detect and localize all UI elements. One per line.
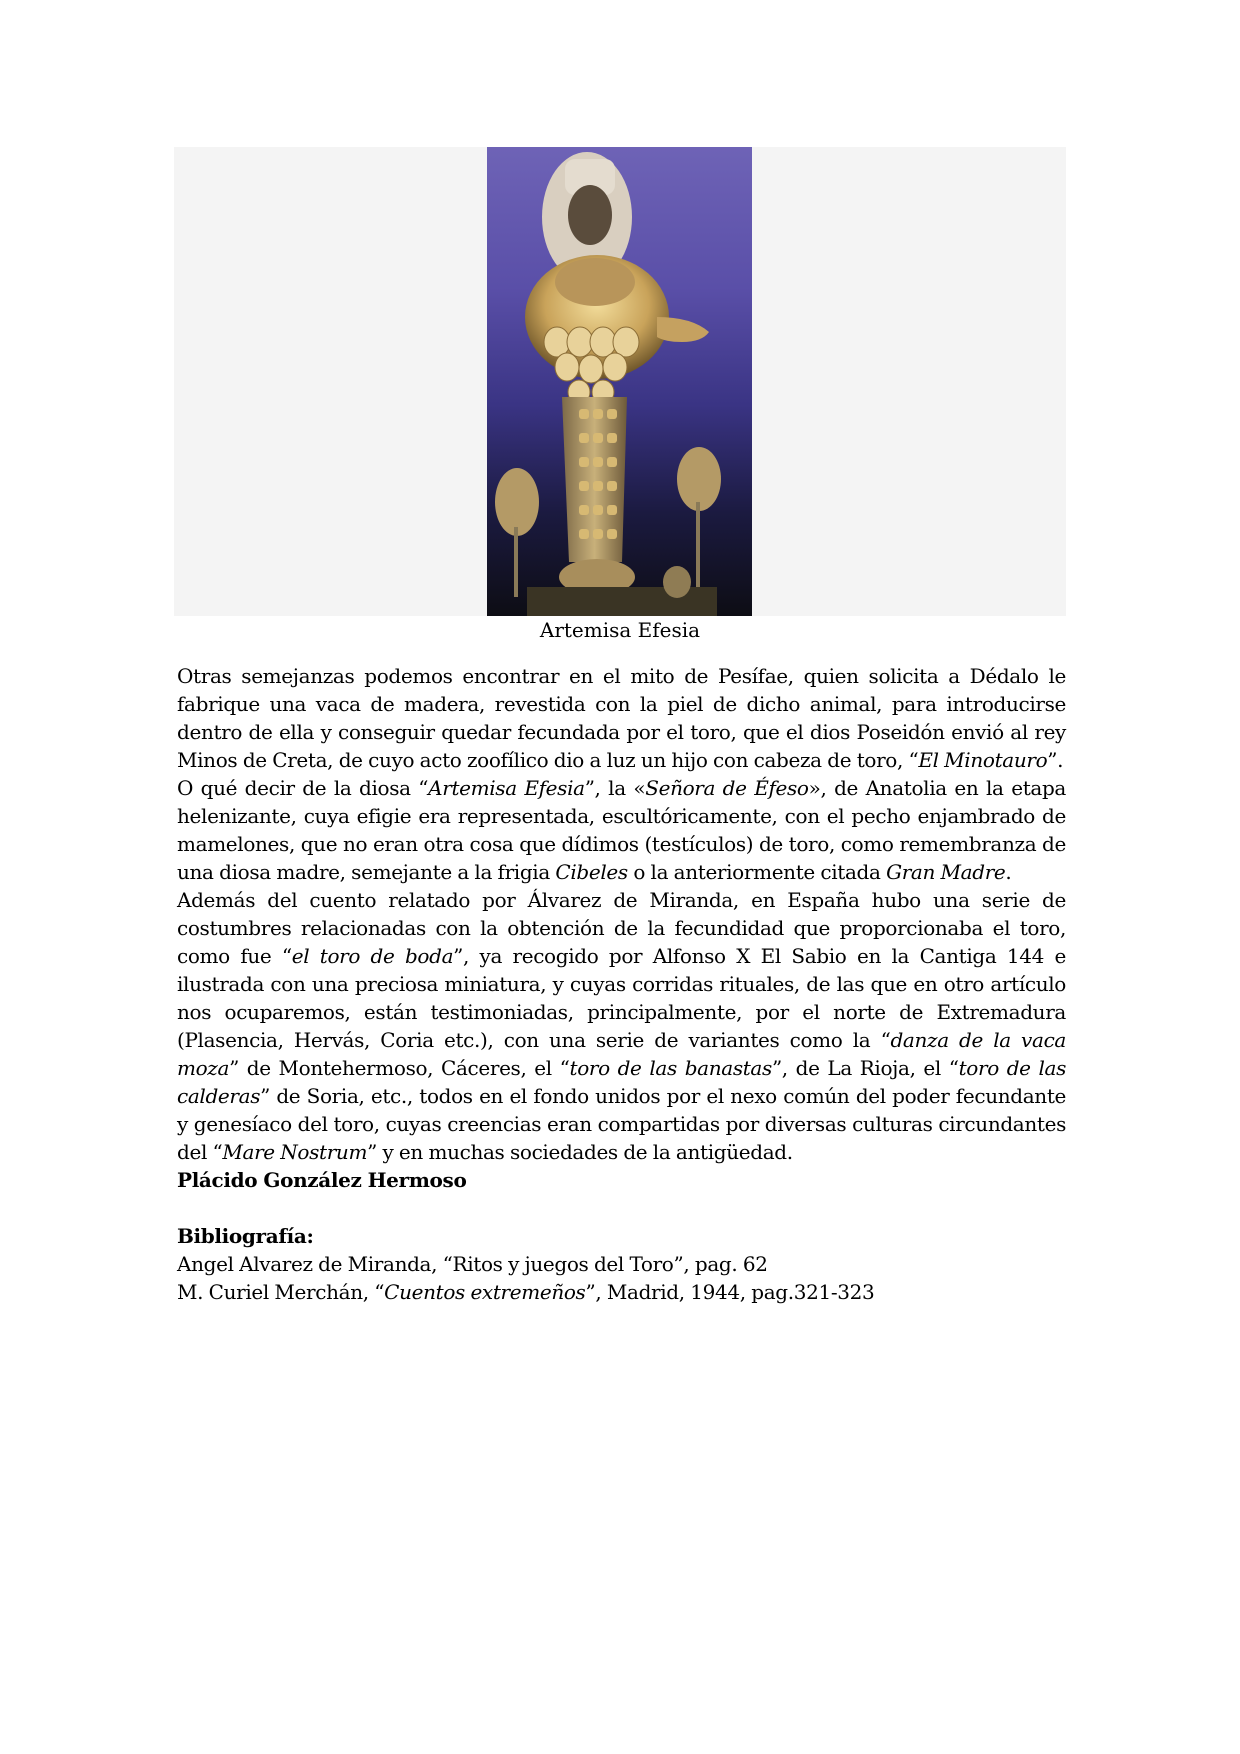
figure-background	[174, 147, 1066, 616]
text-run: o la anteriormente citada	[627, 860, 887, 884]
italic-text: Cuentos extremeños	[384, 1280, 586, 1304]
text-run: ”, ya recogido por Alfonso X El Sabio en la Cantiga 144 e ilustrada con una preciosa miniatura, y cuyas corridas rituales, de las que en otro artículo nos ocuparemos, están testimoniadas, principalmente, por el norte de Extremadura (Plasencia, Hervás, Coria etc.), con una serie de variantes como la “	[177, 944, 1066, 1052]
text-run: ”, la «	[584, 776, 646, 800]
italic-text: Mare Nostrum	[222, 1140, 368, 1164]
artemisa-efesia-photo	[487, 147, 752, 616]
statue-illustration	[487, 147, 752, 616]
text-run: .	[1005, 860, 1012, 884]
bibliography-entry	[177, 1278, 1066, 1306]
italic-text: Cibeles	[555, 860, 628, 884]
text-run: Además del cuento relatado por Álvarez de Miranda, en España hubo una serie de costumbres relacionadas con la obtención de la fecundidad que proporcionaba el toro, como fue “	[177, 888, 1066, 968]
figure-caption: Artemisa Efesia	[539, 618, 701, 642]
text-run: ” y en muchas sociedades de la antigüedad.	[367, 1140, 793, 1164]
article-body	[177, 662, 1066, 1306]
text-run: ”, Madrid, 1944, pag.321-323	[585, 1280, 875, 1304]
italic-text: El Minotauro	[918, 748, 1048, 772]
paragraph	[177, 886, 1066, 1166]
text-run: », de Anatolia en la etapa helenizante, cuya efigie era representada, escultóricamente, con el pecho enjambrado de mamelones, que no eran otra cosa que dídimos (testículos) de toro, como remembranza de una diosa madre, semejante a la frigia	[177, 776, 1066, 884]
italic-text: toro de las calderas	[177, 1056, 1066, 1108]
bibliography-entry	[177, 1250, 1066, 1278]
italic-text: Gran Madre	[886, 860, 1006, 884]
bibliography-heading: Bibliografía:	[177, 1224, 314, 1248]
text-run: ” de Soria, etc., todos en el fondo unidos por el nexo común del poder fecundante y genesíaco del toro, cuyas creencias eran compartidas por diversas culturas circundantes del “	[177, 1084, 1066, 1164]
italic-text: Señora de Éfeso	[645, 776, 809, 800]
text-run: Otras semejanzas podemos encontrar en el mito de Pesífae, quien solicita a Dédalo le fabrique una vaca de madera, revestida con la piel de dicho animal, para introducirse dentro de ella y conseguir quedar fecundada por el toro, que el dios Poseidón envió al rey Minos de Creta, de cuyo acto zoofílico dio a luz un hijo con cabeza de toro, “	[177, 664, 1066, 772]
text-run: ”.	[1047, 748, 1064, 772]
text-run: ”, de La Rioja, el “	[771, 1056, 959, 1080]
author-name: Plácido González Hermoso	[177, 1168, 467, 1192]
italic-text: toro de las banastas	[569, 1056, 772, 1080]
italic-text: el toro de boda	[291, 944, 454, 968]
text-run: Angel Alvarez de Miranda, “Ritos y juegos del Toro”, pag. 62	[177, 1252, 768, 1276]
text-run: M. Curiel Merchán, “	[177, 1280, 385, 1304]
spacer	[177, 1194, 1066, 1222]
italic-text: danza de la vaca moza	[177, 1028, 1066, 1080]
text-run: ” de Montehermoso, Cáceres, el “	[229, 1056, 570, 1080]
italic-text: Artemisa Efesia	[428, 776, 585, 800]
text-run: O qué decir de la diosa “	[177, 776, 429, 800]
paragraph	[177, 662, 1066, 774]
paragraph	[177, 774, 1066, 886]
